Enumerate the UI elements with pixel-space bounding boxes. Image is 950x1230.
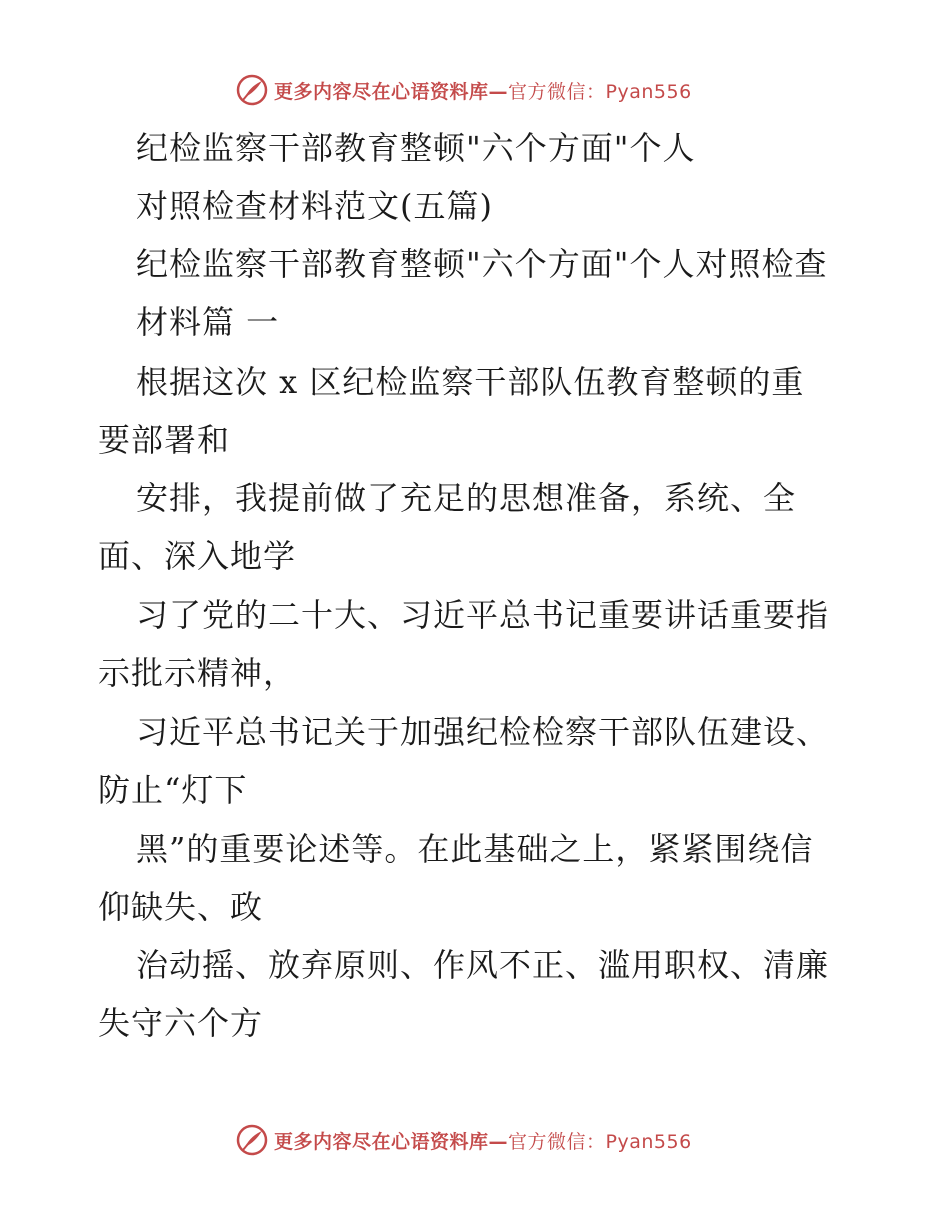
banner-text [274, 77, 692, 104]
paragraph-line: 要部署和 [98, 421, 231, 459]
paragraph-line: 习近平总书记关于加强纪检检察干部队伍建设、 [136, 713, 830, 751]
banner-library-text: 更多内容尽在心语资料库— [274, 1130, 509, 1153]
document-title-line-2: 对照检查材料范文(五篇) [136, 187, 493, 225]
paragraph-line: 防止“灯下 [98, 771, 248, 809]
feather-pen-logo-icon [236, 74, 268, 106]
paragraph-line: 面、深入地学 [98, 537, 297, 575]
document-title-line-1: 纪检监察干部教育整顿"六个方面"个人 [136, 129, 696, 167]
paragraph-line: 根据这次 x 区纪检监察干部队伍教育整顿的重 [136, 363, 805, 401]
banner-wechat-text: 官方微信：Pyan556 [508, 1130, 692, 1153]
banner-text [274, 1127, 692, 1154]
header-watermark-banner [236, 72, 692, 108]
feather-pen-logo-icon [236, 1124, 268, 1156]
paragraph-line: 习了党的二十大、习近平总书记重要讲话重要指 [136, 596, 830, 634]
paragraph-line: 黑”的重要论述等。在此基础之上，紧紧围绕信 [136, 830, 814, 868]
paragraph-line: 仰缺失、政 [98, 888, 264, 926]
paragraph-line: 示批示精神， [98, 654, 297, 692]
paragraph-line: 失守六个方 [98, 1004, 264, 1042]
footer-watermark-banner [236, 1122, 692, 1158]
paragraph-line: 治动摇、放弃原则、作风不正、滥用职权、清廉 [136, 946, 830, 984]
banner-wechat-text: 官方微信：Pyan556 [508, 80, 692, 103]
banner-library-text: 更多内容尽在心语资料库— [274, 80, 509, 103]
section-heading-line-1: 纪检监察干部教育整顿"六个方面"个人对照检查 [136, 245, 828, 283]
section-heading-line-2: 材料篇 一 [136, 303, 280, 341]
paragraph-line: 安排，我提前做了充足的思想准备，系统、全 [136, 479, 797, 517]
